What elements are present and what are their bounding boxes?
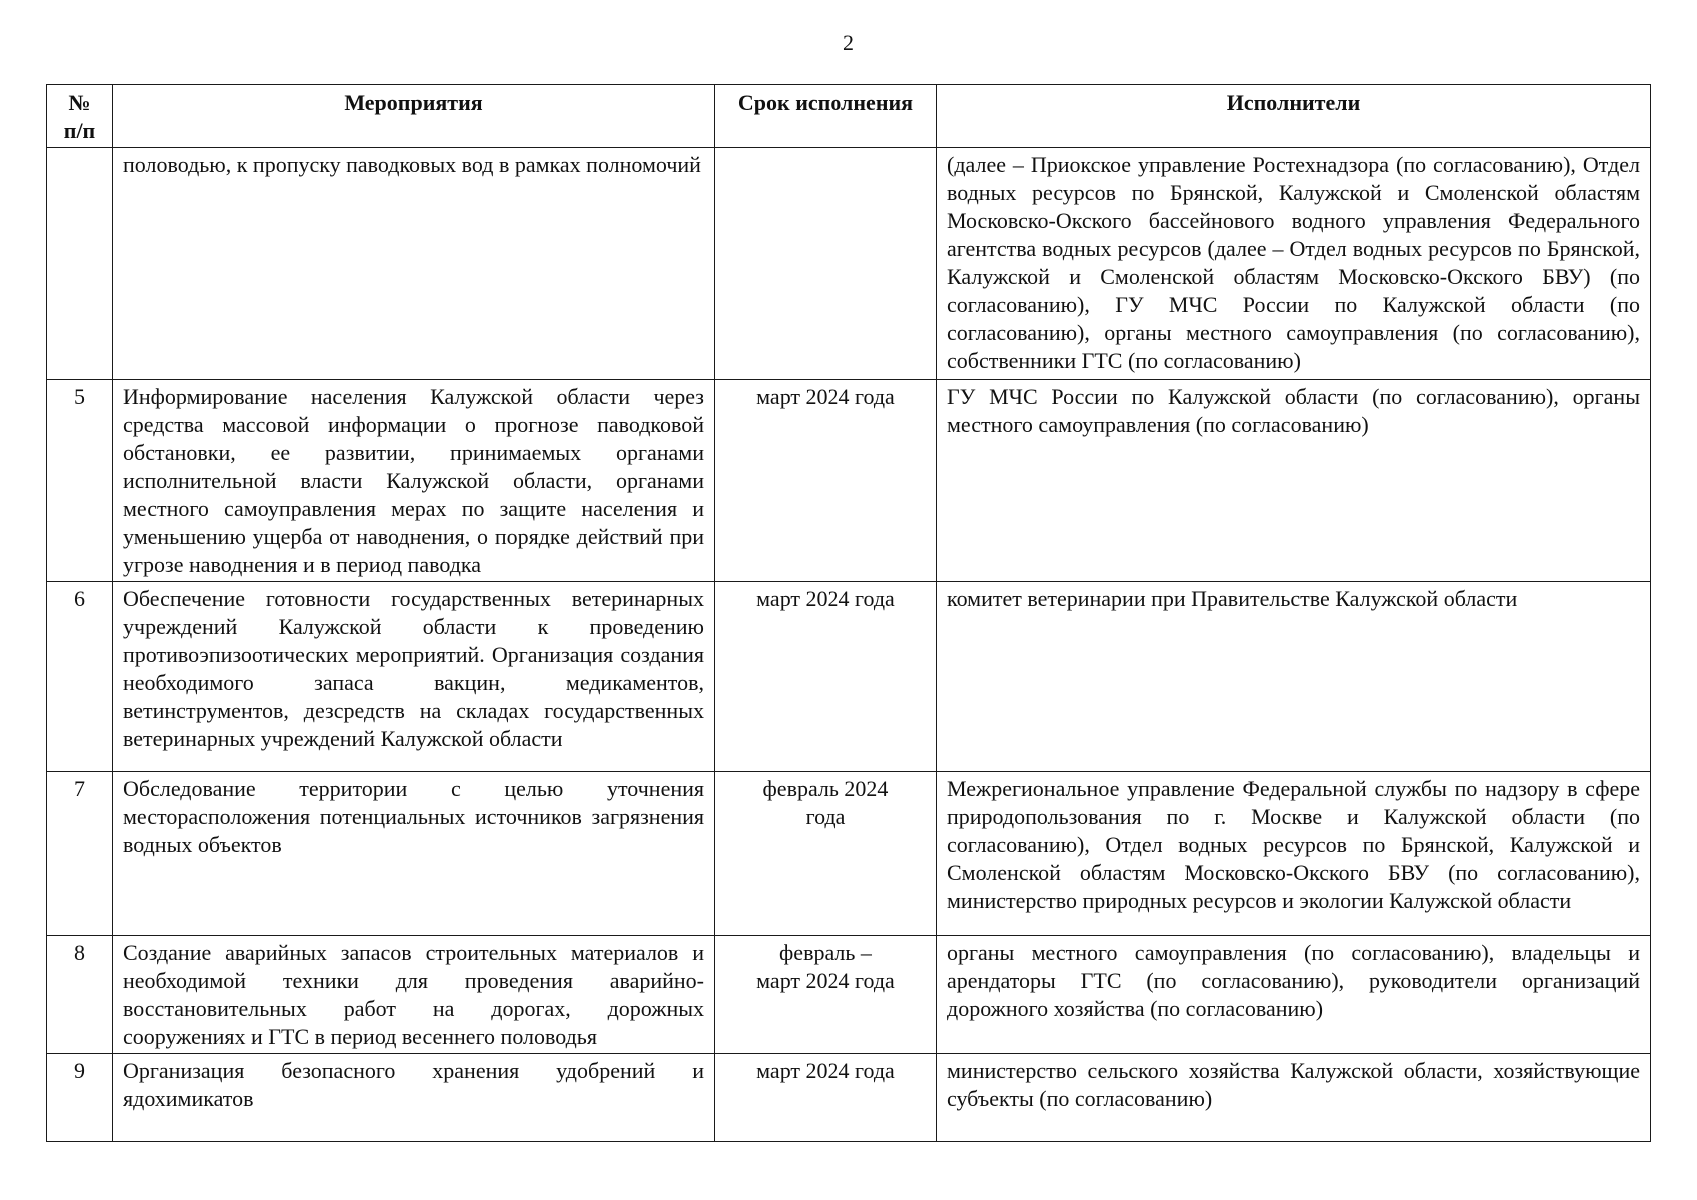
row-activity: Создание аварийных запасов строительных материалов и необходимой техники для проведения аварийно-восстановительных работ на дорогах, дорожных сооружениях и ГТС в период весеннего половодья xyxy=(113,936,715,1054)
row-num: 9 xyxy=(47,1054,113,1142)
row-activity: Обследование территории с целью уточнения месторасположения потенциальных источников загрязнения водных объектов xyxy=(113,772,715,936)
header-term: Срок исполнения xyxy=(715,85,937,148)
table-row xyxy=(47,380,1651,582)
row-num: 8 xyxy=(47,936,113,1054)
row-term xyxy=(715,148,937,380)
row-executors: органы местного самоуправления (по согласованию), владельцы и арендаторы ГТС (по согласованию), руководители организаций дорожного хозяйства (по согласованию) xyxy=(937,936,1651,1054)
row-term: март 2024 года xyxy=(715,582,937,772)
row-activity: Организация безопасного хранения удобрений и ядохимикатов xyxy=(113,1054,715,1142)
table-row xyxy=(47,148,1651,380)
table-row xyxy=(47,1054,1651,1142)
row-num: 5 xyxy=(47,380,113,582)
table-header-row xyxy=(47,85,1651,148)
row-activity: Обеспечение готовности государственных ветеринарных учреждений Калужской области к проведению противоэпизоотических мероприятий. Организация создания необходимого запаса вакцин, медикаментов, ветинструментов, дезсредств на складах государственных ветеринарных учреждений Калужской области xyxy=(113,582,715,772)
row-executors: ГУ МЧС России по Калужской области (по согласованию), органы местного самоуправления (по согласованию) xyxy=(937,380,1651,582)
header-executors: Исполнители xyxy=(937,85,1651,148)
row-executors: комитет ветеринарии при Правительстве Калужской области xyxy=(937,582,1651,772)
row-executors: министерство сельского хозяйства Калужской области, хозяйствующие субъекты (по согласованию) xyxy=(937,1054,1651,1142)
row-num: 6 xyxy=(47,582,113,772)
header-activity: Мероприятия xyxy=(113,85,715,148)
row-executors: Межрегиональное управление Федеральной службы по надзору в сфере природопользования по г. Москве и Калужской области (по согласованию), Отдел водных ресурсов по Брянской, Калужской и Смоленской областям Московско-Окского БВУ (по согласованию), министерство природных ресурсов и экологии Калужской области xyxy=(937,772,1651,936)
table-row xyxy=(47,936,1651,1054)
row-activity: половодью, к пропуску паводковых вод в рамках полномочий xyxy=(113,148,715,380)
row-term: февраль 2024 года xyxy=(715,772,937,936)
page-number: 2 xyxy=(843,30,854,55)
row-term: февраль – март 2024 года xyxy=(715,936,937,1054)
row-term: март 2024 года xyxy=(715,1054,937,1142)
activities-table xyxy=(46,84,1651,1142)
table-row xyxy=(47,772,1651,936)
header-num: № п/п xyxy=(47,85,113,148)
row-term: март 2024 года xyxy=(715,380,937,582)
row-executors: (далее – Приокское управление Ростехнадзора (по согласованию), Отдел водных ресурсов по Брянской, Калужской и Смоленской областям Московско-Окского бассейнового водного управления Федерального агентства водных ресурсов (далее – Отдел водных ресурсов по Брянской, Калужской и Смоленской областям Московско-Окского БВУ) (по согласованию), ГУ МЧС России по Калужской области (по согласованию), органы местного самоуправления (по согласованию), собственники ГТС (по согласованию) xyxy=(937,148,1651,380)
table-row xyxy=(47,582,1651,772)
row-activity: Информирование населения Калужской области через средства массовой информации о прогнозе паводковой обстановки, ее развитии, принимаемых органами исполнительной власти Калужской области, органами местного самоуправления мерах по защите населения и уменьшению ущерба от наводнения, о порядке действий при угрозе наводнения и в период паводка xyxy=(113,380,715,582)
row-num xyxy=(47,148,113,380)
row-num: 7 xyxy=(47,772,113,936)
